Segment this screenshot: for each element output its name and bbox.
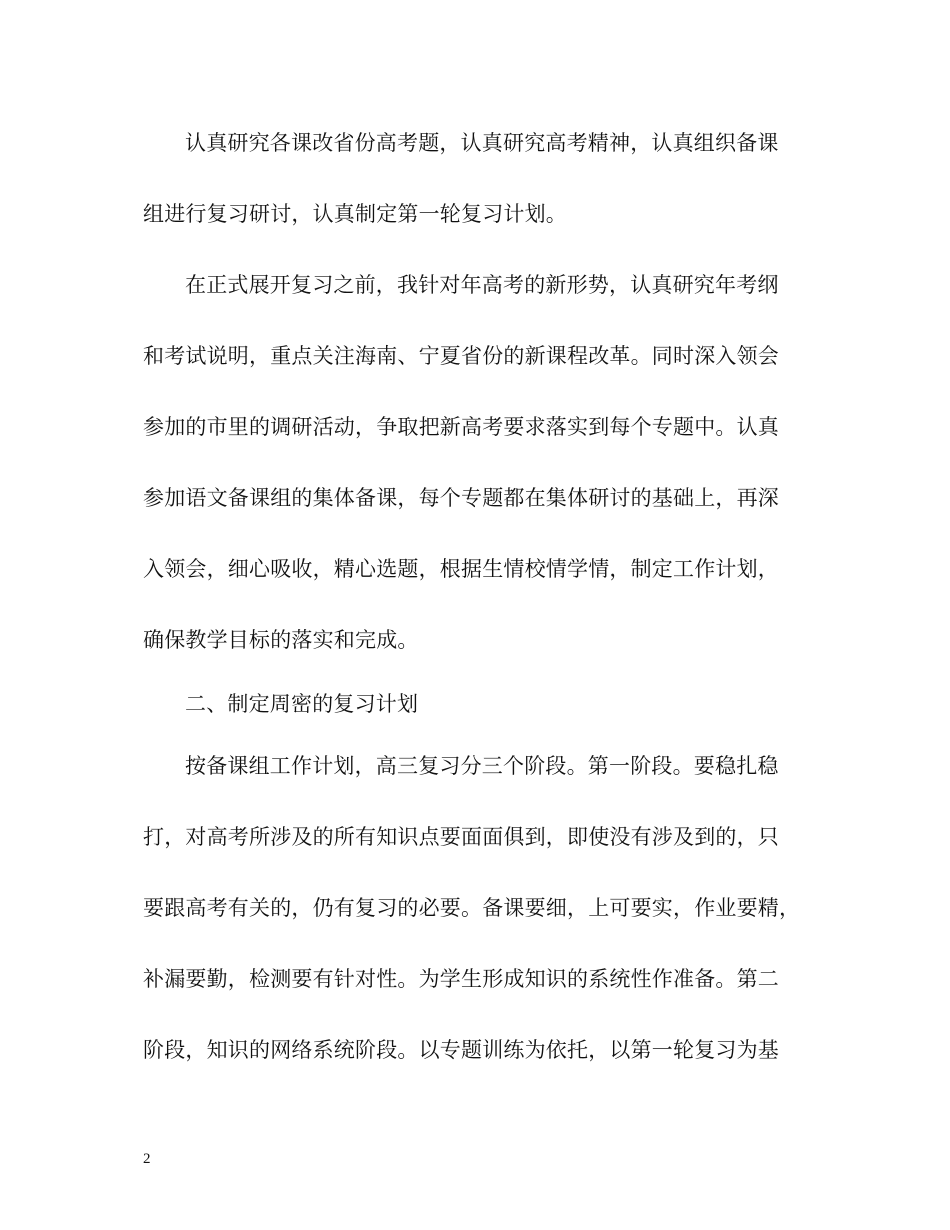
paragraph-line: 组进行复习研讨，认真制定第一轮复习计划。 (143, 202, 567, 226)
page-number: 2 (143, 1151, 151, 1167)
paragraph-line: 按备课组工作计划，高三复习分三个阶段。第一阶段。要稳扎稳 (185, 754, 779, 778)
paragraph-line: 认真研究各课改省份高考题，认真研究高考精神，认真组织备课 (185, 131, 779, 155)
paragraph-line: 在正式展开复习之前，我针对年高考的新形势，认真研究年考纲 (185, 273, 779, 297)
section-heading: 二、制定周密的复习计划 (185, 692, 419, 716)
paragraph-line: 和考试说明，重点关注海南、宁夏省份的新课程改革。同时深入领会 (143, 344, 779, 368)
paragraph-line: 入领会，细心吸收，精心选题，根据生情校情学情，制定工作计划， (143, 557, 779, 581)
paragraph-line: 参加的市里的调研活动，争取把新高考要求落实到每个专题中。认真 (143, 415, 779, 439)
paragraph-line: 确保教学目标的落实和完成。 (143, 628, 419, 652)
paragraph-line: 打，对高考所涉及的所有知识点要面面俱到，即使没有涉及到的，只 (143, 825, 779, 849)
paragraph-line: 要跟高考有关的，仍有复习的必要。备课要细，上可要实，作业要精， (143, 896, 801, 920)
paragraph-line: 补漏要勤，检测要有针对性。为学生形成知识的系统性作准备。第二 (143, 967, 779, 991)
paragraph-line: 阶段，知识的网络系统阶段。以专题训练为依托，以第一轮复习为基 (143, 1038, 779, 1062)
paragraph-line: 参加语文备课组的集体备课，每个专题都在集体研讨的基础上，再深 (143, 486, 779, 510)
